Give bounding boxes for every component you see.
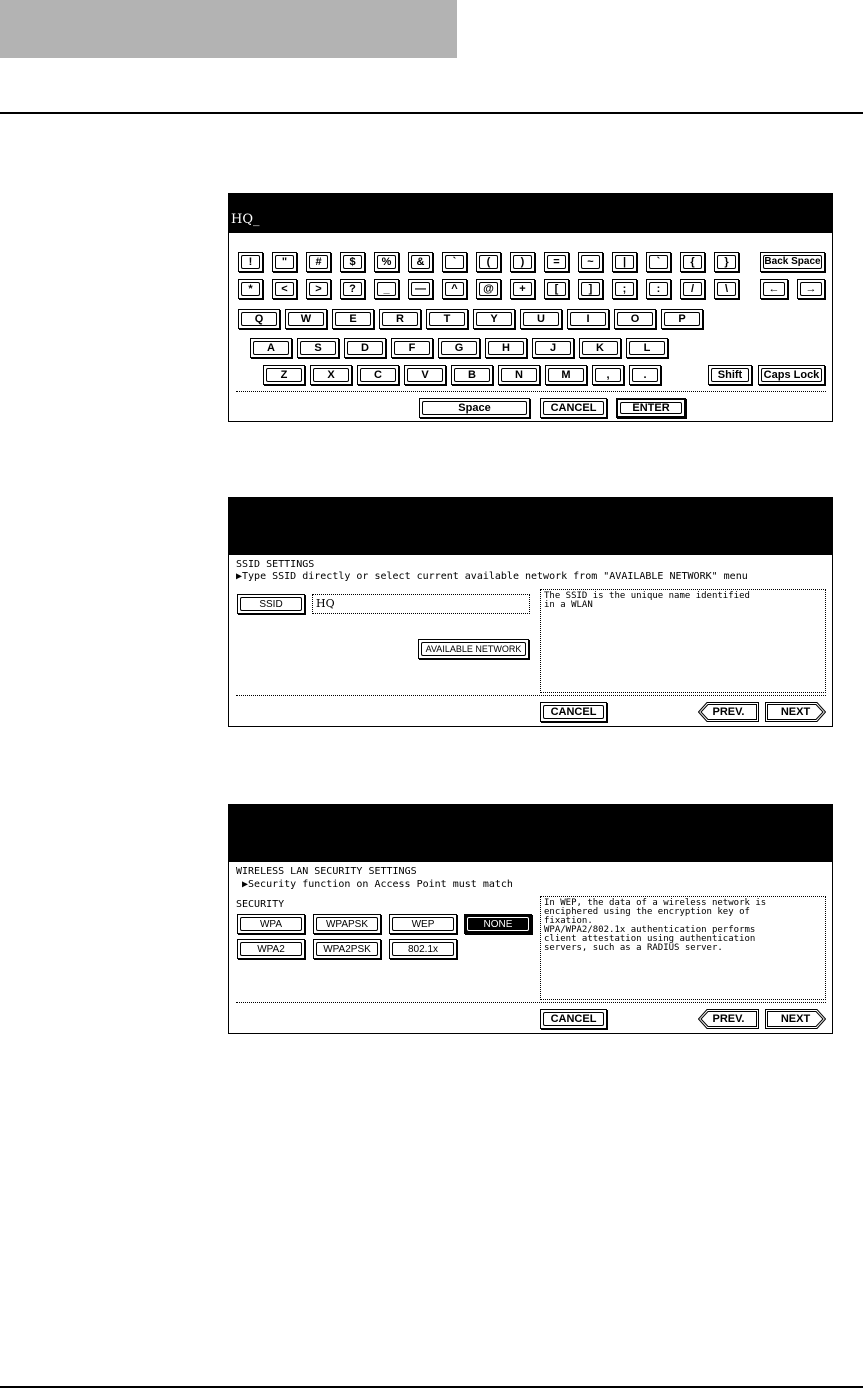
key[interactable]: G [438, 338, 480, 358]
wpa-button[interactable]: WPA [237, 914, 305, 934]
caps-lock-key[interactable]: Caps Lock [758, 365, 825, 385]
key[interactable]: % [374, 252, 399, 272]
key[interactable]: ) [510, 252, 535, 272]
key[interactable]: N [498, 365, 540, 385]
wpa2psk-button[interactable]: WPA2PSK [313, 939, 381, 959]
key[interactable]: > [306, 279, 331, 299]
ssid-field[interactable]: HQ [312, 594, 530, 614]
shift-key[interactable]: Shift [708, 365, 752, 385]
key[interactable]: E [332, 309, 374, 329]
right-arrow-key[interactable] [797, 279, 825, 299]
key[interactable]: / [680, 279, 705, 299]
key[interactable]: B [451, 365, 493, 385]
key[interactable]: { [680, 252, 705, 272]
key[interactable]: S [297, 338, 339, 358]
key[interactable]: ] [578, 279, 603, 299]
next-button[interactable]: NEXT [765, 702, 826, 722]
key[interactable]: U [520, 309, 562, 329]
key[interactable]: " [272, 252, 297, 272]
help-text-box: The SSID is the unique name identified in a WLAN [540, 589, 826, 693]
key[interactable]: F [391, 338, 433, 358]
enter-button[interactable]: ENTER [616, 398, 686, 418]
cancel-button[interactable]: CANCEL [540, 702, 607, 722]
key[interactable]: V [404, 365, 446, 385]
key[interactable]: \ [714, 279, 739, 299]
backspace-key[interactable]: Back Space [760, 252, 825, 272]
key[interactable]: _ [374, 279, 399, 299]
footer-divider [0, 1386, 863, 1388]
key[interactable]: . [629, 365, 661, 385]
cancel-button[interactable]: CANCEL [540, 1009, 607, 1029]
chapter-header-tab [0, 0, 457, 58]
title-bar [229, 805, 832, 862]
key[interactable]: — [408, 279, 433, 299]
instruction-text: ▶Security function on Access Point must match [242, 879, 513, 890]
right-arrow-icon: → [805, 282, 817, 295]
key[interactable]: P [661, 309, 703, 329]
8021x-button[interactable]: 802.1x [389, 939, 457, 959]
key[interactable]: J [532, 338, 574, 358]
key[interactable]: T [426, 309, 468, 329]
key[interactable]: | [612, 252, 637, 272]
key[interactable]: = [544, 252, 569, 272]
key[interactable]: D [344, 338, 386, 358]
ssid-settings-panel [228, 497, 833, 727]
key[interactable]: H [485, 338, 527, 358]
instruction-text: ▶Type SSID directly or select current available network from "AVAILABLE NETWORK" menu [236, 571, 748, 582]
wpa2-button[interactable]: WPA2 [237, 939, 305, 959]
key[interactable]: $ [340, 252, 365, 272]
header-divider [0, 112, 863, 114]
key[interactable]: W [285, 309, 327, 329]
wpapsk-button[interactable]: WPAPSK [313, 914, 381, 934]
help-text-box: In WEP, the data of a wireless network is enciphered using the encryption key of fixation. WPA/WPA2/802.1x authentication performs client attestation using authentication servers, such as a RADIUS server. [540, 896, 826, 1000]
screen-heading: SSID SETTINGS [236, 559, 315, 570]
key[interactable]: Z [263, 365, 305, 385]
key[interactable]: K [579, 338, 621, 358]
cancel-button[interactable]: CANCEL [540, 398, 607, 418]
key[interactable]: C [357, 365, 399, 385]
key[interactable]: Y [473, 309, 515, 329]
key[interactable]: * [238, 279, 263, 299]
keyboard-input-text[interactable]: HQ_ [231, 212, 260, 227]
key[interactable]: [ [544, 279, 569, 299]
space-key[interactable]: Space [419, 398, 530, 418]
key[interactable]: I [567, 309, 609, 329]
key[interactable]: X [310, 365, 352, 385]
prev-button[interactable]: PREV. [698, 1009, 759, 1029]
wep-button[interactable]: WEP [389, 914, 457, 934]
key[interactable]: : [646, 279, 671, 299]
key[interactable]: & [408, 252, 433, 272]
key[interactable]: } [714, 252, 739, 272]
security-label: SECURITY [236, 899, 285, 910]
key[interactable]: M [545, 365, 587, 385]
left-arrow-icon: ← [768, 282, 780, 295]
key[interactable]: , [592, 365, 624, 385]
screen-heading: WIRELESS LAN SECURITY SETTINGS [236, 866, 417, 877]
key[interactable]: L [626, 338, 668, 358]
title-bar [229, 498, 832, 555]
key[interactable]: ( [476, 252, 501, 272]
key[interactable]: ! [238, 252, 263, 272]
keyboard-input-bar [229, 194, 832, 233]
key[interactable]: + [510, 279, 535, 299]
key[interactable]: ~ [578, 252, 603, 272]
key[interactable]: ` [646, 252, 671, 272]
keyboard-panel [228, 193, 833, 422]
wireless-security-panel [228, 804, 833, 1034]
next-button[interactable]: NEXT [765, 1009, 826, 1029]
key[interactable]: < [272, 279, 297, 299]
key[interactable]: R [379, 309, 421, 329]
divider [236, 391, 826, 392]
key[interactable]: # [306, 252, 331, 272]
key[interactable]: A [250, 338, 292, 358]
none-button[interactable]: NONE [464, 914, 532, 934]
key[interactable]: @ [476, 279, 501, 299]
available-network-button[interactable]: AVAILABLE NETWORK [418, 639, 529, 659]
key[interactable]: ^ [442, 279, 467, 299]
prev-button[interactable]: PREV. [698, 702, 759, 722]
key[interactable]: ` [442, 252, 467, 272]
key[interactable]: Q [238, 309, 280, 329]
divider [236, 695, 826, 696]
ssid-button[interactable]: SSID [237, 594, 305, 614]
key[interactable]: ; [612, 279, 637, 299]
left-arrow-key[interactable] [760, 279, 788, 299]
key[interactable]: O [614, 309, 656, 329]
key[interactable]: ? [340, 279, 365, 299]
divider [236, 1002, 826, 1003]
